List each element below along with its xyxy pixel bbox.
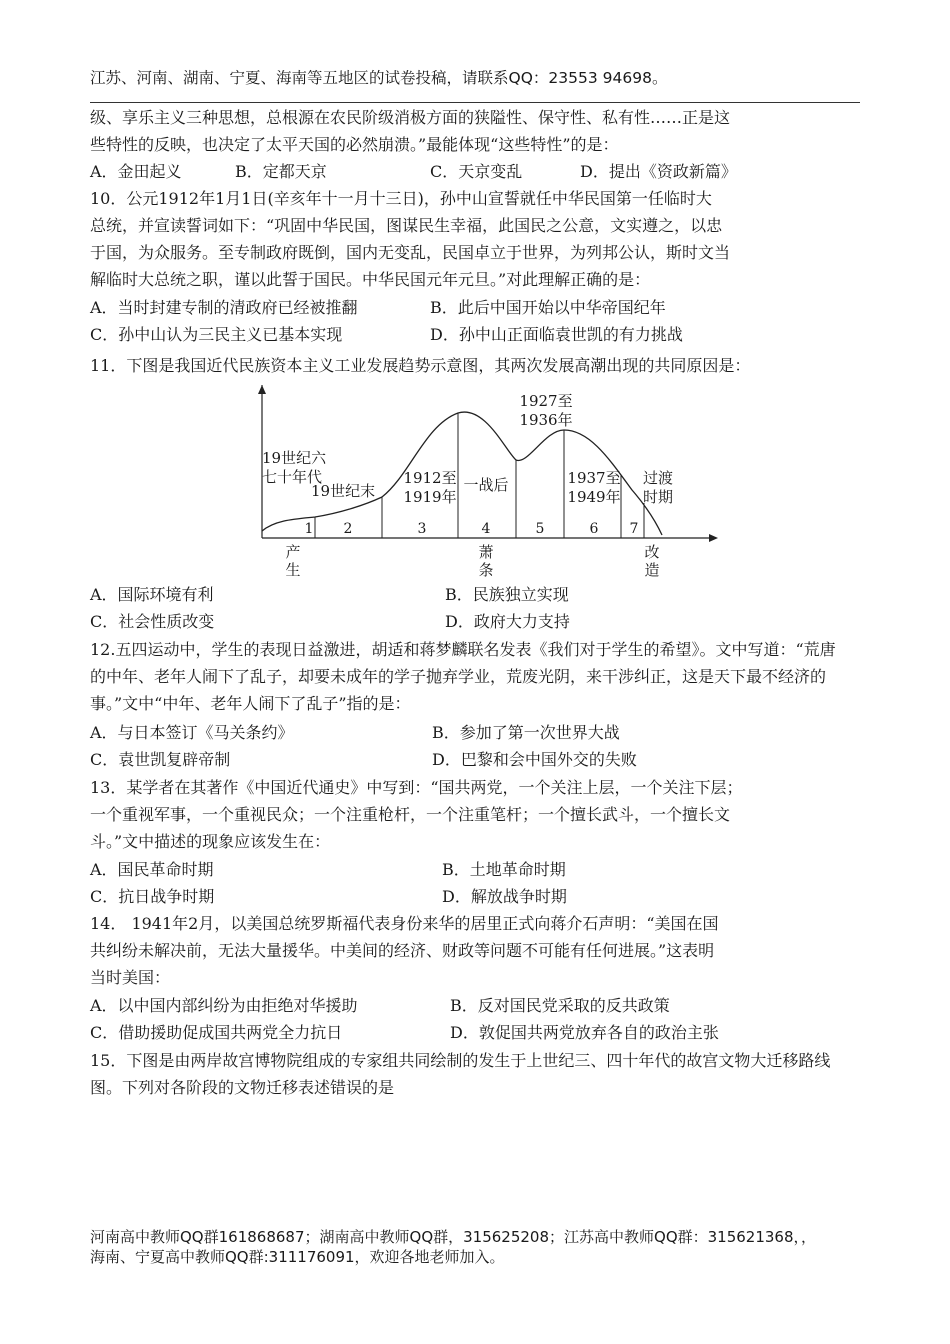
q10-option-c: C．孙中山认为三民主义已基本实现 [90, 325, 343, 344]
x-axis-arrow [709, 534, 718, 542]
q14-option-b: B．反对国民党采取的反共政策 [450, 996, 670, 1015]
stage-number: 3 [417, 521, 427, 537]
q12-option-b: B．参加了第一次世界大战 [432, 723, 620, 742]
header-rule [90, 102, 860, 103]
phase-label: 条 [478, 561, 494, 579]
stage-number: 7 [629, 521, 639, 537]
q14-option-a: A．以中国内部纠纷为由拒绝对华援助 [90, 996, 358, 1015]
q13-line-3: 斗。”文中描述的现象应该发生在： [90, 832, 331, 851]
q12-option-d: D．巴黎和会中国外交的失败 [432, 750, 637, 769]
q10-option-d: D．孙中山正面临袁世凯的有力挑战 [430, 325, 683, 344]
q10-line-1: 10．公元1912年1月1日(辛亥年十一月十三日)，孙中山宣誓就任中华民国第一任临时大 [90, 189, 712, 208]
q10-line-2: 总统，并宣读誓词如下：“巩固中华民国，图谋民生幸福，此国民之公意，文实遵之，以忠 [90, 216, 723, 235]
period-label: 1927至 [519, 392, 573, 410]
q9-option-c: C．天京变乱 [430, 162, 523, 181]
footer-line-1: 河南高中教师QQ群161868687；湖南高中教师QQ群，315625208；江苏高中教师QQ群：315621368，， [90, 1228, 817, 1246]
q11-option-b: B．民族独立实现 [445, 585, 569, 604]
q9-option-a: A．金田起义 [90, 162, 182, 181]
q11-line-1: 11．下图是我国近代民族资本主义工业发展趋势示意图，其两次发展高潮出现的共同原因是： [90, 356, 751, 375]
y-axis-arrow [258, 385, 266, 394]
q9-option-b: B．定都天京 [235, 162, 327, 181]
stage-number: 2 [343, 521, 353, 537]
page-header: 江苏、河南、湖南、宁夏、海南等五地区的试卷投稿，请联系QQ：23553 94698。 [90, 69, 668, 87]
q13-option-d: D．解放战争时期 [442, 887, 567, 906]
q10-line-3: 于国，为众服务。至专制政府既倒，国内无变乱，民国卓立于世界，为列邦公认，斯时文当 [90, 243, 731, 262]
q13-line-1: 13．某学者在其著作《中国近代通史》中写到：“国共两党，一个关注上层，一个关注下层； [90, 778, 743, 797]
period-label: 19世纪末 [311, 482, 376, 500]
q9-line-1: 级、享乐主义三种思想，总根源在农民阶级消极方面的狭隘性、保守性、私有性……正是这 [90, 108, 731, 127]
q9-line-2: 些特性的反映，也决定了太平天国的必然崩溃。”最能体现“这些特性”的是： [90, 135, 619, 154]
footer-line-2: 海南、宁夏高中教师QQ群:311176091，欢迎各地老师加入。 [90, 1248, 505, 1266]
q14-option-c: C．借助援助促成国共两党全力抗日 [90, 1023, 343, 1042]
q15-line-2: 图。下列对各阶段的文物迁移表述错误的是 [90, 1078, 395, 1097]
q12-line-1: 12.五四运动中，学生的表现日益激进，胡适和蒋梦麟联名发表《我们对于学生的希望》。文中写道：“荒唐 [90, 640, 836, 659]
q13-line-2: 一个重视军事，一个重视民众；一个注重枪杆，一个注重笔杆；一个擅长武斗，一个擅长文 [90, 805, 731, 824]
period-label: 七十年代 [262, 468, 323, 486]
stage-number: 5 [535, 521, 545, 537]
phase-label: 生 [285, 561, 301, 579]
phase-label: 萧 [478, 543, 494, 561]
q12-line-2: 的中年、老年人闹下了乱子，却要未成年的学子抛弃学业，荒废光阴，来干涉纠正，这是天下最不经济的 [90, 667, 827, 686]
period-label: 一战后 [463, 476, 509, 494]
q11-option-c: C．社会性质改变 [90, 612, 215, 631]
period-label: 1936年 [519, 411, 573, 429]
q9-option-d: D．提出《资政新篇》 [580, 162, 737, 181]
period-label: 时期 [642, 488, 674, 506]
q12-option-a: A．与日本签订《马关条约》 [90, 723, 294, 742]
q13-option-b: B．土地革命时期 [442, 860, 566, 879]
q11-option-d: D．政府大力支持 [445, 612, 570, 631]
period-label: 1912至 [403, 469, 457, 487]
q10-line-4: 解临时大总统之职，谨以此誓于国民。中华民国元年元旦。”对此理解正确的是： [90, 270, 651, 289]
q12-option-c: C．袁世凯复辟帝制 [90, 750, 231, 769]
q10-option-b: B．此后中国开始以中华帝国纪年 [430, 298, 666, 317]
q10-option-a: A．当时封建专制的清政府已经被推翻 [90, 298, 358, 317]
q11-option-a: A．国际环境有利 [90, 585, 214, 604]
q15-line-1: 15．下图是由两岸故宫博物院组成的专家组共同绘制的发生于上世纪三、四十年代的故宫文物大迁移路线 [90, 1051, 831, 1070]
q12-line-3: 事。”文中“中年、老年人闹下了乱子”指的是： [90, 694, 411, 713]
period-label: 过渡 [642, 469, 674, 487]
q14-line-3: 当时美国： [90, 968, 171, 987]
q14-line-2: 共纠纷未解决前，无法大量援华。中美间的经济、财政等问题不可能有任何进展。”这表明 [90, 941, 715, 960]
stage-number: 1 [304, 521, 314, 537]
stage-number: 6 [589, 521, 599, 537]
q14-line-1: 14． 1941年2月，以美国总统罗斯福代表身份来华的居里正式向蒋介石声明：“美国在国 [90, 914, 719, 933]
period-label: 1919年 [403, 488, 457, 506]
phase-label: 产 [285, 543, 301, 561]
stage-number: 4 [481, 521, 491, 537]
q13-option-a: A．国民革命时期 [90, 860, 214, 879]
industry-trend-chart [250, 385, 730, 580]
period-label: 19世纪六 [262, 449, 327, 467]
period-label: 1949年 [567, 488, 621, 506]
phase-label: 改 [644, 543, 660, 561]
q14-option-d: D．敦促国共两党放弃各自的政治主张 [450, 1023, 719, 1042]
phase-label: 造 [644, 561, 660, 579]
q13-option-c: C．抗日战争时期 [90, 887, 215, 906]
period-label: 1937至 [567, 469, 621, 487]
